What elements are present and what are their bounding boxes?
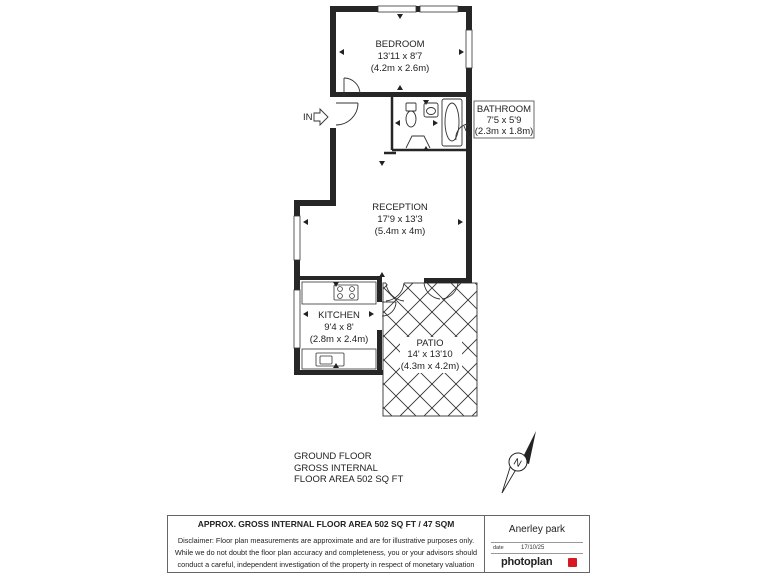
patio-name: PATIO	[416, 338, 444, 349]
room-reception	[372, 202, 428, 237]
bedroom-imperial: 13'11 x 8'7	[377, 51, 423, 62]
kitchen-imperial: 9'4 x 8'	[324, 322, 354, 333]
footer-disclaimer-panel	[168, 516, 485, 572]
floor-info-line1: GROUND FLOOR	[294, 451, 372, 462]
floor-info	[294, 451, 403, 486]
area-title: APPROX. GROSS INTERNAL FLOOR AREA 502 SQ FT / 47 SQM	[197, 519, 455, 529]
reception-imperial: 17'9 x 13'3	[377, 214, 423, 225]
footer-address-panel	[485, 516, 589, 572]
bedroom-name: BEDROOM	[375, 39, 425, 50]
room-bedroom	[371, 39, 430, 74]
room-patio	[400, 337, 462, 373]
patio-metric: (4.3m x 4.2m)	[400, 361, 460, 372]
bathroom-name: BATHROOM	[476, 104, 532, 115]
compass-label: N	[511, 456, 524, 470]
disclaimer-line-2: While we do not doubt the floor plan accuracy and completeness, you or your advisors should	[174, 548, 478, 557]
floor-info-line3: FLOOR AREA 502 SQ FT	[294, 474, 404, 485]
disclaimer-text	[170, 535, 482, 571]
patio-imperial: 14' x 13'10	[407, 349, 453, 360]
footer-panel	[167, 515, 590, 573]
bedroom-metric: (4.2m x 2.6m)	[370, 63, 430, 74]
bathroom-metric: (2.3m x 1.8m)	[474, 126, 534, 137]
kitchen-metric: (2.8m x 2.4m)	[309, 334, 369, 345]
property-address: Anerley park	[508, 524, 566, 535]
date-row	[491, 542, 583, 554]
floor-info-line2: GROSS INTERNAL	[294, 462, 378, 474]
photoplan-logo: photoplan	[501, 556, 553, 568]
kitchen-name: KITCHEN	[318, 310, 360, 321]
entrance-arrow-icon	[303, 109, 328, 125]
disclaimer-line-1: Disclaimer: Floor plan measurements are approximate and are for illustrative purposes only.	[177, 536, 475, 545]
disclaimer-line-3: conduct a careful, independent investigation of the property in respect of monetary valuation	[177, 560, 475, 569]
reception-name: RECEPTION	[372, 202, 428, 213]
reception-metric: (5.4m x 4m)	[374, 226, 426, 237]
date-label: date	[493, 545, 504, 551]
bathroom-imperial: 7'5 x 5'9	[486, 115, 522, 126]
photoplan-logo-mark-icon	[568, 558, 577, 567]
compass-icon	[502, 431, 536, 493]
room-kitchen	[310, 310, 369, 345]
entrance-label: IN	[303, 112, 313, 123]
date-value: 17/10/25	[521, 544, 545, 551]
